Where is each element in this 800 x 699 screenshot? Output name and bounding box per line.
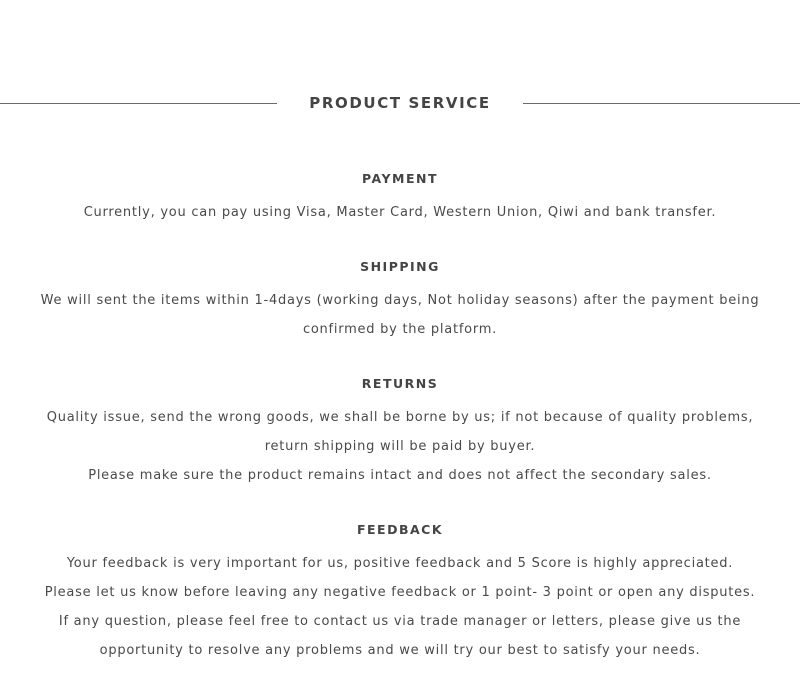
- payment-text-line: Currently, you can pay using Visa, Master Card, Western Union, Qiwi and bank transfer.: [83, 205, 717, 220]
- feedback-text-line: Please let us know before leaving any negative feedback or 1 point- 3 point or open any disputes.: [44, 585, 756, 600]
- feedback-section: [0, 520, 800, 665]
- returns-text-line: return shipping will be paid by buyer.: [264, 439, 536, 454]
- shipping-text-line: We will sent the items within 1-4days (working days, Not holiday seasons) after the payment being: [40, 293, 760, 308]
- feedback-text-line: opportunity to resolve any problems and we will try our best to satisfy your needs.: [99, 643, 701, 658]
- returns-text-line: Quality issue, send the wrong goods, we shall be borne by us; if not because of quality problems,: [46, 410, 754, 425]
- payment-section: [0, 169, 800, 227]
- feedback-text-line: If any question, please feel free to contact us via trade manager or letters, please give us the: [58, 614, 742, 629]
- shipping-heading: SHIPPING: [360, 259, 440, 274]
- shipping-text-line: confirmed by the platform.: [302, 322, 498, 337]
- returns-section: [0, 374, 800, 490]
- feedback-heading: FEEDBACK: [356, 522, 444, 537]
- returns-heading: RETURNS: [361, 376, 439, 391]
- product-service-header: [0, 90, 800, 118]
- header-divider-left: [0, 103, 277, 104]
- payment-heading: PAYMENT: [361, 171, 438, 186]
- header-divider-right: [523, 103, 800, 104]
- shipping-section: [0, 257, 800, 344]
- returns-text-line: Please make sure the product remains intact and does not affect the secondary sales.: [88, 468, 712, 483]
- feedback-text-line: Your feedback is very important for us, positive feedback and 5 Score is highly appreciated.: [66, 556, 734, 571]
- page-title: PRODUCT SERVICE: [309, 94, 491, 112]
